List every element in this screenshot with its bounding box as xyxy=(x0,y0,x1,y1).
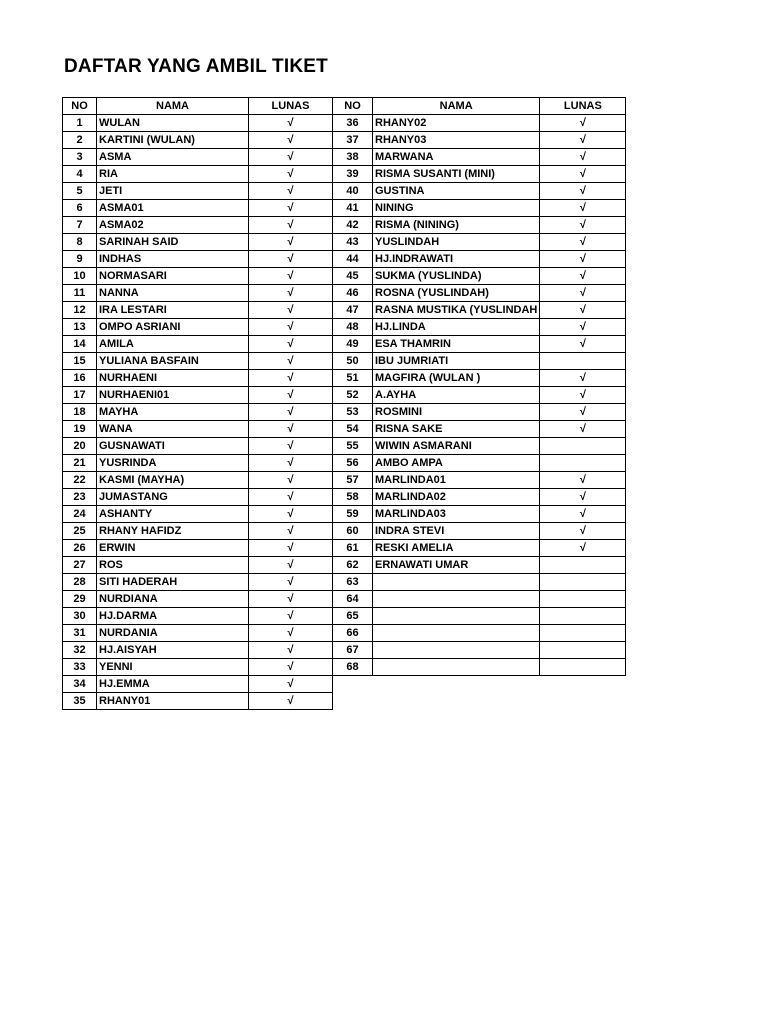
table-row xyxy=(333,302,626,319)
row-name-cell: NINING xyxy=(373,200,540,217)
row-name-cell: RASNA MUSTIKA (YUSLINDAH xyxy=(373,302,540,319)
row-number-cell: 38 xyxy=(333,149,373,166)
row-paid-cell: √ xyxy=(249,523,333,540)
row-name-cell: SUKMA (YUSLINDA) xyxy=(373,268,540,285)
row-name-cell: AMILA xyxy=(97,336,249,353)
row-name-cell: GUSTINA xyxy=(373,183,540,200)
row-paid-cell: √ xyxy=(249,353,333,370)
row-number-cell: 12 xyxy=(63,302,97,319)
row-number-cell: 54 xyxy=(333,421,373,438)
header-nama: NAMA xyxy=(373,98,540,115)
row-name-cell: HJ.INDRAWATI xyxy=(373,251,540,268)
row-paid-cell: √ xyxy=(249,472,333,489)
row-number-cell: 44 xyxy=(333,251,373,268)
row-number-cell: 35 xyxy=(63,693,97,710)
table-row xyxy=(333,319,626,336)
header-row xyxy=(333,98,626,115)
row-name-cell: HJ.EMMA xyxy=(97,676,249,693)
table-row xyxy=(63,557,333,574)
table-row xyxy=(333,183,626,200)
row-paid-cell: √ xyxy=(249,370,333,387)
row-name-cell xyxy=(373,591,540,608)
row-name-cell xyxy=(373,642,540,659)
row-paid-cell: √ xyxy=(249,608,333,625)
row-number-cell: 31 xyxy=(63,625,97,642)
row-name-cell: AMBO AMPA xyxy=(373,455,540,472)
table-row xyxy=(333,234,626,251)
row-name-cell: ASHANTY xyxy=(97,506,249,523)
row-number-cell: 22 xyxy=(63,472,97,489)
table-row xyxy=(63,625,333,642)
row-name-cell: MARLINDA01 xyxy=(373,472,540,489)
row-name-cell: JUMASTANG xyxy=(97,489,249,506)
row-number-cell: 48 xyxy=(333,319,373,336)
table-row xyxy=(333,489,626,506)
table-row xyxy=(333,625,626,642)
row-name-cell: HJ.LINDA xyxy=(373,319,540,336)
row-number-cell: 18 xyxy=(63,404,97,421)
row-paid-cell: √ xyxy=(249,200,333,217)
row-paid-cell: √ xyxy=(249,234,333,251)
table-row xyxy=(333,455,626,472)
row-number-cell: 23 xyxy=(63,489,97,506)
row-name-cell: RISMA (NINING) xyxy=(373,217,540,234)
row-name-cell: ESA THAMRIN xyxy=(373,336,540,353)
table-row xyxy=(333,370,626,387)
row-paid-cell: √ xyxy=(249,455,333,472)
row-paid-cell xyxy=(540,574,626,591)
row-number-cell: 42 xyxy=(333,217,373,234)
table-row xyxy=(63,387,333,404)
row-number-cell: 66 xyxy=(333,625,373,642)
row-paid-cell: √ xyxy=(249,132,333,149)
row-name-cell: ASMA01 xyxy=(97,200,249,217)
row-name-cell: MARWANA xyxy=(373,149,540,166)
table-row xyxy=(63,591,333,608)
header-no: NO xyxy=(333,98,373,115)
row-number-cell: 4 xyxy=(63,166,97,183)
table-row xyxy=(63,251,333,268)
row-name-cell: INDRA STEVI xyxy=(373,523,540,540)
table-row xyxy=(63,676,333,693)
table-row xyxy=(63,540,333,557)
header-nama: NAMA xyxy=(97,98,249,115)
row-paid-cell: √ xyxy=(249,336,333,353)
header-lunas: LUNAS xyxy=(540,98,626,115)
row-number-cell: 15 xyxy=(63,353,97,370)
table-row xyxy=(333,336,626,353)
row-paid-cell: √ xyxy=(540,336,626,353)
row-name-cell xyxy=(373,659,540,676)
row-name-cell: IRA LESTARI xyxy=(97,302,249,319)
ticket-table-left xyxy=(62,97,333,710)
row-paid-cell xyxy=(540,591,626,608)
table-row xyxy=(63,574,333,591)
table-row xyxy=(63,421,333,438)
row-name-cell: YENNI xyxy=(97,659,249,676)
row-paid-cell: √ xyxy=(540,404,626,421)
row-paid-cell: √ xyxy=(249,574,333,591)
page-title: DAFTAR YANG AMBIL TIKET xyxy=(64,56,328,77)
table-row xyxy=(63,608,333,625)
row-number-cell: 13 xyxy=(63,319,97,336)
table-body-left xyxy=(63,115,333,710)
row-name-cell xyxy=(373,608,540,625)
row-name-cell: MAGFIRA (WULAN ) xyxy=(373,370,540,387)
header-no: NO xyxy=(63,98,97,115)
row-number-cell: 58 xyxy=(333,489,373,506)
row-paid-cell: √ xyxy=(540,540,626,557)
row-paid-cell xyxy=(540,438,626,455)
row-paid-cell: √ xyxy=(249,217,333,234)
row-name-cell: WANA xyxy=(97,421,249,438)
table-row xyxy=(333,591,626,608)
row-paid-cell: √ xyxy=(540,387,626,404)
table-row xyxy=(63,489,333,506)
row-number-cell: 45 xyxy=(333,268,373,285)
row-name-cell: ASMA xyxy=(97,149,249,166)
row-number-cell: 65 xyxy=(333,608,373,625)
table-row xyxy=(63,200,333,217)
row-name-cell: ROS xyxy=(97,557,249,574)
table-row xyxy=(333,132,626,149)
row-paid-cell: √ xyxy=(540,132,626,149)
row-name-cell: SARINAH SAID xyxy=(97,234,249,251)
row-name-cell: OMPO ASRIANI xyxy=(97,319,249,336)
row-name-cell: YUSRINDA xyxy=(97,455,249,472)
row-number-cell: 20 xyxy=(63,438,97,455)
row-paid-cell: √ xyxy=(540,251,626,268)
row-number-cell: 56 xyxy=(333,455,373,472)
row-paid-cell: √ xyxy=(540,268,626,285)
row-number-cell: 59 xyxy=(333,506,373,523)
row-name-cell: WULAN xyxy=(97,115,249,132)
row-name-cell: A.AYHA xyxy=(373,387,540,404)
row-paid-cell: √ xyxy=(540,234,626,251)
table-row xyxy=(333,166,626,183)
row-name-cell: RHANY03 xyxy=(373,132,540,149)
row-paid-cell: √ xyxy=(540,183,626,200)
row-number-cell: 10 xyxy=(63,268,97,285)
table-row xyxy=(63,455,333,472)
row-paid-cell xyxy=(540,625,626,642)
table-row xyxy=(63,183,333,200)
row-paid-cell: √ xyxy=(249,540,333,557)
row-paid-cell: √ xyxy=(540,285,626,302)
row-number-cell: 52 xyxy=(333,387,373,404)
row-name-cell: RHANY01 xyxy=(97,693,249,710)
row-name-cell: NURHAENI01 xyxy=(97,387,249,404)
row-paid-cell: √ xyxy=(540,421,626,438)
row-number-cell: 32 xyxy=(63,642,97,659)
table-row xyxy=(333,523,626,540)
row-number-cell: 60 xyxy=(333,523,373,540)
table-row xyxy=(333,659,626,676)
row-name-cell: JETI xyxy=(97,183,249,200)
row-name-cell: RESKI AMELIA xyxy=(373,540,540,557)
table-row xyxy=(63,506,333,523)
row-name-cell: SITI HADERAH xyxy=(97,574,249,591)
table-row xyxy=(333,506,626,523)
row-number-cell: 55 xyxy=(333,438,373,455)
ticket-table-right xyxy=(332,97,626,676)
header-lunas: LUNAS xyxy=(249,98,333,115)
row-number-cell: 27 xyxy=(63,557,97,574)
row-number-cell: 5 xyxy=(63,183,97,200)
row-paid-cell: √ xyxy=(249,166,333,183)
row-number-cell: 41 xyxy=(333,200,373,217)
row-number-cell: 43 xyxy=(333,234,373,251)
row-number-cell: 30 xyxy=(63,608,97,625)
row-paid-cell xyxy=(540,608,626,625)
row-name-cell: NORMASARI xyxy=(97,268,249,285)
row-paid-cell xyxy=(540,642,626,659)
row-paid-cell: √ xyxy=(540,319,626,336)
table-row xyxy=(63,166,333,183)
row-name-cell: RIA xyxy=(97,166,249,183)
row-name-cell: ERWIN xyxy=(97,540,249,557)
row-name-cell: HJ.AISYAH xyxy=(97,642,249,659)
row-name-cell: ERNAWATI UMAR xyxy=(373,557,540,574)
row-paid-cell: √ xyxy=(249,659,333,676)
table-row xyxy=(333,557,626,574)
table-row xyxy=(333,115,626,132)
row-number-cell: 6 xyxy=(63,200,97,217)
row-paid-cell: √ xyxy=(540,506,626,523)
row-paid-cell: √ xyxy=(540,370,626,387)
row-name-cell: GUSNAWATI xyxy=(97,438,249,455)
row-name-cell: HJ.DARMA xyxy=(97,608,249,625)
row-number-cell: 63 xyxy=(333,574,373,591)
row-paid-cell: √ xyxy=(540,489,626,506)
row-name-cell: INDHAS xyxy=(97,251,249,268)
row-number-cell: 28 xyxy=(63,574,97,591)
table-row xyxy=(333,642,626,659)
row-paid-cell: √ xyxy=(249,319,333,336)
row-number-cell: 36 xyxy=(333,115,373,132)
table-row xyxy=(63,472,333,489)
row-name-cell: NURDANIA xyxy=(97,625,249,642)
row-name-cell: MARLINDA02 xyxy=(373,489,540,506)
row-name-cell: ROSMINI xyxy=(373,404,540,421)
row-number-cell: 61 xyxy=(333,540,373,557)
row-number-cell: 47 xyxy=(333,302,373,319)
row-name-cell xyxy=(373,625,540,642)
table-row xyxy=(63,693,333,710)
row-paid-cell: √ xyxy=(249,506,333,523)
row-number-cell: 16 xyxy=(63,370,97,387)
row-paid-cell xyxy=(540,557,626,574)
row-number-cell: 1 xyxy=(63,115,97,132)
row-name-cell: YULIANA BASFAIN xyxy=(97,353,249,370)
row-name-cell: NURHAENI xyxy=(97,370,249,387)
row-number-cell: 8 xyxy=(63,234,97,251)
table-row xyxy=(333,472,626,489)
table-row xyxy=(333,608,626,625)
row-paid-cell: √ xyxy=(249,489,333,506)
table-row xyxy=(63,234,333,251)
table-row xyxy=(333,404,626,421)
table-row xyxy=(63,642,333,659)
row-name-cell: KARTINI (WULAN) xyxy=(97,132,249,149)
table-row xyxy=(63,336,333,353)
row-paid-cell: √ xyxy=(540,217,626,234)
table-row xyxy=(333,285,626,302)
row-paid-cell xyxy=(540,353,626,370)
row-number-cell: 57 xyxy=(333,472,373,489)
table-row xyxy=(333,200,626,217)
row-number-cell: 34 xyxy=(63,676,97,693)
row-number-cell: 26 xyxy=(63,540,97,557)
row-paid-cell: √ xyxy=(249,183,333,200)
row-number-cell: 51 xyxy=(333,370,373,387)
row-paid-cell: √ xyxy=(249,285,333,302)
table-row xyxy=(333,149,626,166)
row-number-cell: 19 xyxy=(63,421,97,438)
row-name-cell: IBU JUMRIATI xyxy=(373,353,540,370)
row-name-cell: RISNA SAKE xyxy=(373,421,540,438)
table-row xyxy=(63,370,333,387)
row-paid-cell: √ xyxy=(249,676,333,693)
table-row xyxy=(63,115,333,132)
row-number-cell: 50 xyxy=(333,353,373,370)
row-number-cell: 11 xyxy=(63,285,97,302)
row-paid-cell: √ xyxy=(540,200,626,217)
row-name-cell: ROSNA (YUSLINDAH) xyxy=(373,285,540,302)
row-paid-cell: √ xyxy=(249,438,333,455)
table-row xyxy=(63,523,333,540)
row-number-cell: 17 xyxy=(63,387,97,404)
row-name-cell: MAYHA xyxy=(97,404,249,421)
row-number-cell: 68 xyxy=(333,659,373,676)
table-row xyxy=(63,404,333,421)
table-row xyxy=(333,353,626,370)
table-row xyxy=(333,421,626,438)
row-number-cell: 64 xyxy=(333,591,373,608)
row-paid-cell: √ xyxy=(249,557,333,574)
row-number-cell: 53 xyxy=(333,404,373,421)
table-row xyxy=(63,285,333,302)
row-number-cell: 33 xyxy=(63,659,97,676)
row-paid-cell: √ xyxy=(540,302,626,319)
row-paid-cell: √ xyxy=(249,115,333,132)
table-row xyxy=(63,217,333,234)
row-paid-cell: √ xyxy=(540,472,626,489)
table-row xyxy=(333,387,626,404)
row-paid-cell: √ xyxy=(249,302,333,319)
row-paid-cell: √ xyxy=(249,693,333,710)
table-row xyxy=(63,438,333,455)
row-paid-cell: √ xyxy=(249,625,333,642)
header-row xyxy=(63,98,333,115)
table-row xyxy=(63,149,333,166)
table-row xyxy=(63,353,333,370)
row-name-cell: RHANY HAFIDZ xyxy=(97,523,249,540)
row-paid-cell: √ xyxy=(249,404,333,421)
row-number-cell: 14 xyxy=(63,336,97,353)
row-number-cell: 29 xyxy=(63,591,97,608)
row-number-cell: 7 xyxy=(63,217,97,234)
table-row xyxy=(333,574,626,591)
row-paid-cell: √ xyxy=(249,591,333,608)
row-name-cell: MARLINDA03 xyxy=(373,506,540,523)
row-name-cell: NURDIANA xyxy=(97,591,249,608)
row-number-cell: 62 xyxy=(333,557,373,574)
row-number-cell: 40 xyxy=(333,183,373,200)
table-row xyxy=(63,319,333,336)
row-paid-cell: √ xyxy=(249,268,333,285)
row-name-cell: KASMI (MAYHA) xyxy=(97,472,249,489)
row-paid-cell: √ xyxy=(249,251,333,268)
row-number-cell: 24 xyxy=(63,506,97,523)
row-name-cell: YUSLINDAH xyxy=(373,234,540,251)
row-number-cell: 9 xyxy=(63,251,97,268)
table-row xyxy=(63,659,333,676)
row-name-cell: RISMA SUSANTI (MINI) xyxy=(373,166,540,183)
row-number-cell: 46 xyxy=(333,285,373,302)
table-row xyxy=(63,268,333,285)
table-row xyxy=(333,438,626,455)
row-number-cell: 67 xyxy=(333,642,373,659)
table-row xyxy=(333,540,626,557)
table-row xyxy=(333,217,626,234)
row-name-cell: WIWIN ASMARANI xyxy=(373,438,540,455)
table-row xyxy=(333,268,626,285)
row-number-cell: 39 xyxy=(333,166,373,183)
row-number-cell: 21 xyxy=(63,455,97,472)
row-paid-cell: √ xyxy=(540,166,626,183)
table-row xyxy=(63,302,333,319)
table-row xyxy=(333,251,626,268)
row-number-cell: 3 xyxy=(63,149,97,166)
row-number-cell: 49 xyxy=(333,336,373,353)
row-paid-cell: √ xyxy=(540,115,626,132)
row-paid-cell: √ xyxy=(249,421,333,438)
row-paid-cell xyxy=(540,455,626,472)
row-paid-cell: √ xyxy=(540,523,626,540)
row-number-cell: 25 xyxy=(63,523,97,540)
table-body-right xyxy=(333,115,626,676)
row-name-cell: RHANY02 xyxy=(373,115,540,132)
row-name-cell xyxy=(373,574,540,591)
row-paid-cell: √ xyxy=(249,387,333,404)
row-paid-cell: √ xyxy=(249,149,333,166)
row-name-cell: ASMA02 xyxy=(97,217,249,234)
row-number-cell: 37 xyxy=(333,132,373,149)
row-paid-cell: √ xyxy=(249,642,333,659)
row-name-cell: NANNA xyxy=(97,285,249,302)
row-paid-cell: √ xyxy=(540,149,626,166)
row-number-cell: 2 xyxy=(63,132,97,149)
row-paid-cell xyxy=(540,659,626,676)
table-row xyxy=(63,132,333,149)
